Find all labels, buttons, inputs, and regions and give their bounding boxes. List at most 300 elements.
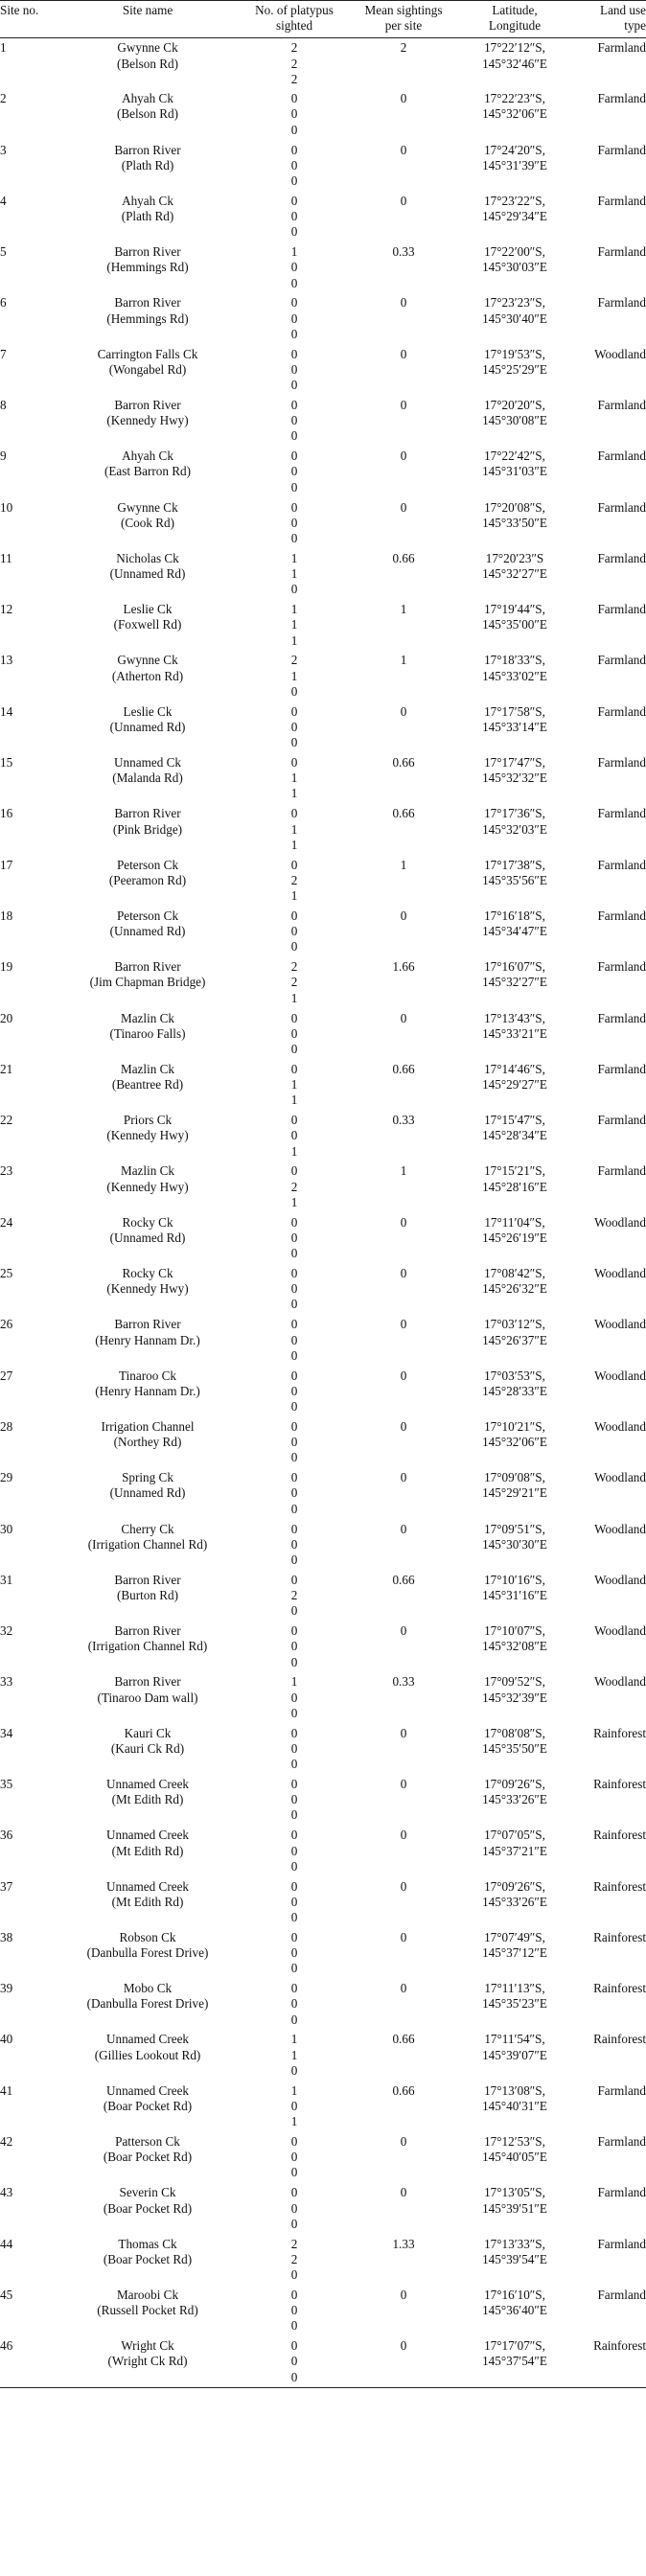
sightings-cell — [238, 2030, 351, 2081]
longitude: 145°26′19″E — [482, 1230, 547, 1245]
sightings-cell — [238, 1009, 351, 1060]
latlon-cell — [456, 498, 573, 549]
mean-cell — [351, 1520, 456, 1571]
land-use-cell — [573, 38, 646, 89]
table-row — [0, 1775, 646, 1826]
site-name-cell — [58, 1877, 238, 1928]
site-name-cell — [58, 2183, 238, 2234]
table-row — [0, 242, 646, 293]
sightings-cell — [238, 141, 351, 192]
mean-cell — [351, 192, 456, 242]
land-use: Farmland — [597, 908, 646, 923]
sighting-count: 0 — [290, 1501, 298, 1516]
land-use-cell — [573, 804, 646, 855]
sighting-count: 0 — [290, 346, 298, 361]
sighting-count: 2 — [290, 56, 298, 71]
site-road: (Kennedy Hwy) — [106, 1128, 189, 1143]
header-site-no — [0, 1, 58, 38]
sighting-count: 0 — [290, 1828, 298, 1843]
latitude: 17°15′47″S, — [484, 1113, 545, 1128]
mean-cell — [351, 702, 456, 753]
land-use-cell — [573, 1009, 646, 1060]
sighting-count: 2 — [290, 40, 298, 56]
table-row — [0, 345, 646, 396]
land-use: Farmland — [597, 857, 646, 872]
sightings-cell — [238, 89, 351, 140]
header-mean-line1: Mean sightings — [364, 3, 443, 17]
longitude: 145°31′03″E — [482, 464, 547, 479]
table-row — [0, 498, 646, 549]
sighting-count: 1 — [290, 1194, 298, 1209]
site-road: (Jim Chapman Bridge) — [89, 975, 206, 990]
sightings-cell — [238, 2286, 351, 2336]
mean-sightings: 0.66 — [392, 1572, 415, 1587]
mean-sightings: 0 — [400, 1010, 407, 1025]
mean-sightings: 0 — [400, 499, 407, 515]
sighting-count: 0 — [290, 122, 298, 137]
sighting-count: 1 — [290, 770, 298, 786]
latitude: 17°15′21″S, — [484, 1163, 545, 1179]
sighting-count: 0 — [290, 157, 298, 172]
site-road: (Plath Rd) — [121, 157, 174, 172]
latitude: 17°13′33″S, — [484, 2236, 545, 2251]
header-mean-line2: per site — [384, 18, 423, 34]
sighting-count: 2 — [290, 1588, 298, 1603]
land-use-cell — [573, 1979, 646, 2030]
site-road: (Mt Edith Rd) — [111, 1843, 184, 1858]
site-name: Irrigation Channel — [101, 1418, 195, 1434]
site-no: 28 — [0, 1418, 13, 1434]
land-use: Farmland — [597, 40, 646, 56]
longitude: 145°32′46″E — [482, 56, 547, 71]
sighting-count: 1 — [290, 2047, 298, 2062]
sighting-count: 0 — [290, 1450, 298, 1465]
sighting-count: 0 — [290, 2369, 298, 2384]
sighting-count: 0 — [290, 1246, 298, 1261]
mean-cell — [351, 1571, 456, 1622]
sighting-count: 1 — [290, 632, 298, 648]
sighting-count: 1 — [290, 550, 298, 565]
latitude: 17°11′04″S, — [484, 1214, 545, 1230]
sighting-count: 0 — [290, 2267, 298, 2283]
sighting-count: 1 — [290, 1077, 298, 1092]
table-row — [0, 1877, 646, 1928]
site-name: Peterson Ck — [116, 908, 179, 923]
latitude: 17°07′49″S, — [484, 1929, 545, 1944]
sighting-count: 2 — [290, 71, 298, 86]
sighting-count: 0 — [290, 464, 298, 479]
latitude: 17°08′42″S, — [484, 1266, 545, 1281]
site-name-cell — [58, 345, 238, 396]
mean-cell — [351, 447, 456, 497]
site-no-cell — [0, 1468, 58, 1519]
sighting-count: 1 — [290, 786, 298, 801]
mean-cell — [351, 1775, 456, 1826]
site-road: (Russell Pocket Rd) — [97, 2303, 198, 2318]
longitude: 145°36′40″E — [482, 2303, 547, 2318]
site-no: 15 — [0, 755, 13, 770]
latlon-cell — [456, 804, 573, 855]
mean-cell — [351, 651, 456, 702]
site-no-cell — [0, 549, 58, 600]
longitude: 145°40′05″E — [482, 2150, 547, 2165]
table-row — [0, 447, 646, 497]
site-no-cell — [0, 1979, 58, 2030]
table-row — [0, 2030, 646, 2081]
mean-cell — [351, 293, 456, 344]
mean-cell — [351, 89, 456, 140]
sightings-cell — [238, 702, 351, 753]
site-no-cell — [0, 498, 58, 549]
site-road: (Boar Pocket Rd) — [103, 2098, 193, 2113]
site-no-cell — [0, 2082, 58, 2132]
sighting-count: 0 — [290, 91, 298, 106]
sighting-count: 1 — [290, 668, 298, 683]
latitude: 17°24′20″S, — [484, 142, 545, 157]
sighting-count: 0 — [290, 1639, 298, 1654]
land-use-cell — [573, 345, 646, 396]
site-name-cell — [58, 1162, 238, 1212]
site-name: Unnamed Ck — [114, 755, 181, 770]
latlon-cell — [456, 293, 573, 344]
mean-sightings: 0 — [400, 346, 407, 361]
land-use: Rainforest — [593, 2338, 646, 2354]
site-name-cell — [58, 1009, 238, 1060]
sighting-count: 0 — [290, 2287, 298, 2302]
sightings-cell — [238, 549, 351, 600]
site-no: 5 — [0, 244, 7, 260]
site-name: Wright Ck — [121, 2338, 174, 2354]
site-name: Mobo Ck — [123, 1981, 173, 1996]
sightings-cell — [238, 957, 351, 1008]
site-road: (Gillies Lookout Rd) — [94, 2047, 201, 2062]
latlon-cell — [456, 2082, 573, 2132]
site-name: Barron River — [114, 295, 181, 310]
site-no: 29 — [0, 1470, 13, 1485]
longitude: 145°31′39″E — [482, 157, 547, 172]
sighting-count: 0 — [290, 1061, 298, 1076]
site-no: 2 — [0, 91, 7, 106]
latlon-cell — [456, 345, 573, 396]
latlon-cell — [456, 907, 573, 957]
site-no-cell — [0, 1571, 58, 1622]
site-name: Leslie Ck — [123, 703, 173, 719]
latitude: 17°19′44″S, — [484, 602, 545, 617]
land-use-cell — [573, 1877, 646, 1928]
latlon-cell — [456, 753, 573, 804]
longitude: 145°33′26″E — [482, 1792, 547, 1807]
mean-sightings: 1.33 — [392, 2236, 415, 2251]
site-name-cell — [58, 38, 238, 89]
land-use: Farmland — [597, 1010, 646, 1025]
sighting-count: 0 — [290, 1910, 298, 1924]
land-use-cell — [573, 141, 646, 192]
mean-cell — [351, 1877, 456, 1928]
land-use: Woodland — [594, 1418, 646, 1434]
sighting-count: 1 — [290, 1143, 298, 1159]
table-row — [0, 2183, 646, 2234]
land-use-cell — [573, 1928, 646, 1979]
sightings-cell — [238, 1060, 351, 1111]
mean-cell — [351, 2235, 456, 2286]
mean-sightings: 0.33 — [392, 244, 415, 260]
longitude: 145°30′08″E — [482, 413, 547, 428]
latitude: 17°09′26″S, — [484, 1777, 545, 1791]
table-row — [0, 957, 646, 1008]
site-no-cell — [0, 1367, 58, 1417]
table-row — [0, 1417, 646, 1468]
land-use-cell — [573, 293, 646, 344]
longitude: 145°35′23″E — [482, 1996, 547, 2012]
table-row — [0, 1213, 646, 1264]
land-use: Woodland — [594, 1214, 646, 1230]
sighting-count: 2 — [290, 2251, 298, 2266]
longitude: 145°32′08″E — [482, 1639, 547, 1654]
sightings-cell — [238, 1264, 351, 1315]
land-use: Rainforest — [593, 1777, 646, 1791]
site-no: 24 — [0, 1214, 13, 1230]
land-use-cell — [573, 1060, 646, 1111]
site-name: Maroobi Ck — [116, 2287, 179, 2302]
land-use: Farmland — [597, 397, 646, 412]
site-road: (Belson Rd) — [116, 106, 179, 122]
latlon-cell — [456, 1672, 573, 1723]
mean-sightings: 0.66 — [392, 2032, 415, 2047]
sightings-cell — [238, 1826, 351, 1876]
mean-sightings: 0 — [400, 1521, 407, 1536]
latitude: 17°17′07″S, — [484, 2338, 545, 2354]
land-use-cell — [573, 1571, 646, 1622]
sighting-count: 0 — [290, 1929, 298, 1944]
header-sighted-line1: No. of platypus — [255, 3, 334, 17]
mean-cell — [351, 1622, 456, 1672]
site-name-cell — [58, 1417, 238, 1468]
sightings-cell — [238, 192, 351, 242]
mean-sightings: 0.66 — [392, 806, 415, 821]
site-no-cell — [0, 1826, 58, 1876]
site-name: Ahyah Ck — [122, 91, 173, 106]
site-name-cell — [58, 1775, 238, 1826]
table-header — [0, 1, 646, 38]
table-row — [0, 856, 646, 907]
sighting-count: 0 — [290, 397, 298, 412]
mean-sightings: 0 — [400, 1368, 407, 1383]
site-no: 42 — [0, 2134, 13, 2150]
land-use-cell — [573, 192, 646, 242]
site-no: 14 — [0, 703, 13, 719]
sighting-count: 1 — [290, 1092, 298, 1108]
land-use-cell — [573, 1622, 646, 1672]
longitude: 145°32′39″E — [482, 1690, 547, 1705]
site-no: 17 — [0, 857, 13, 872]
site-no-cell — [0, 651, 58, 702]
land-use: Farmland — [597, 806, 646, 821]
longitude: 145°39′07″E — [482, 2047, 547, 2062]
site-name-cell — [58, 856, 238, 907]
sighting-count: 0 — [290, 1792, 298, 1807]
site-road: (Kennedy Hwy) — [106, 413, 189, 428]
mean-sightings: 0 — [400, 193, 407, 208]
longitude: 145°32′06″E — [482, 1435, 547, 1450]
site-name-cell — [58, 804, 238, 855]
mean-sightings: 0 — [400, 1725, 407, 1740]
sighting-count: 0 — [290, 1725, 298, 1740]
sighting-count: 1 — [290, 2032, 298, 2047]
sighting-count: 0 — [290, 1266, 298, 1281]
mean-cell — [351, 856, 456, 907]
mean-cell — [351, 1009, 456, 1060]
sighting-count: 0 — [290, 2216, 298, 2231]
site-road: (Danbulla Forest Drive) — [86, 1996, 209, 2012]
mean-cell — [351, 753, 456, 804]
mean-sightings: 0.66 — [392, 1061, 415, 1076]
mean-sightings: 0.66 — [392, 755, 415, 770]
site-name-cell — [58, 1672, 238, 1723]
site-no: 4 — [0, 193, 7, 208]
mean-cell — [351, 38, 456, 89]
sighting-count: 0 — [290, 275, 298, 290]
latitude: 17°22′23″S, — [484, 91, 545, 106]
land-use: Woodland — [594, 1470, 646, 1485]
table-row — [0, 1979, 646, 2030]
site-name-cell — [58, 1060, 238, 1111]
site-road: (Danbulla Forest Drive) — [86, 1945, 209, 1961]
site-name-cell — [58, 1826, 238, 1876]
table-row — [0, 38, 646, 89]
latitude: 17°19′53″S, — [484, 346, 545, 361]
header-site-no-text: Site no. — [0, 3, 39, 17]
latitude: 17°13′43″S, — [484, 1010, 545, 1025]
site-no: 36 — [0, 1828, 13, 1843]
land-use: Woodland — [594, 346, 646, 361]
latitude: 17°10′16″S, — [484, 1572, 545, 1587]
site-name-cell — [58, 907, 238, 957]
land-use: Woodland — [594, 1317, 646, 1332]
latlon-cell — [456, 1520, 573, 1571]
mean-sightings: 0 — [400, 91, 407, 106]
site-name-cell — [58, 2235, 238, 2286]
sighting-count: 0 — [290, 1418, 298, 1434]
site-name-cell — [58, 2030, 238, 2081]
latlon-cell — [456, 396, 573, 447]
site-no: 39 — [0, 1981, 13, 1996]
sighting-count: 1 — [290, 566, 298, 582]
table-row — [0, 804, 646, 855]
sightings-cell — [238, 1979, 351, 2030]
latitude: 17°13′05″S, — [484, 2185, 545, 2200]
sightings-cell — [238, 242, 351, 293]
site-name: Unnamed Creek — [105, 1878, 190, 1894]
sighting-count: 0 — [290, 582, 298, 597]
site-name-cell — [58, 1468, 238, 1519]
site-name-cell — [58, 1111, 238, 1162]
longitude: 145°26′37″E — [482, 1332, 547, 1347]
land-use: Farmland — [597, 1163, 646, 1179]
header-latlon — [456, 1, 573, 38]
land-use: Rainforest — [593, 1981, 646, 1996]
mean-cell — [351, 2183, 456, 2234]
table-row — [0, 1264, 646, 1315]
mean-cell — [351, 1417, 456, 1468]
sighting-count: 0 — [290, 142, 298, 157]
latlon-cell — [456, 702, 573, 753]
sighting-count: 0 — [290, 310, 298, 326]
longitude: 145°37′21″E — [482, 1843, 547, 1858]
sighting-count: 0 — [290, 1281, 298, 1297]
sightings-cell — [238, 1162, 351, 1212]
longitude: 145°32′06″E — [482, 106, 547, 122]
site-no: 34 — [0, 1725, 13, 1740]
site-name: Barron River — [114, 1572, 181, 1587]
land-use: Farmland — [597, 142, 646, 157]
site-road: (Unnamed Rd) — [109, 566, 186, 582]
latitude: 17°13′08″S, — [484, 2082, 545, 2098]
site-road: (Hemmings Rd) — [106, 260, 189, 275]
sightings-cell — [238, 2082, 351, 2132]
sighting-count: 0 — [290, 1536, 298, 1552]
table-row — [0, 2082, 646, 2132]
sighting-count: 0 — [290, 735, 298, 750]
mean-cell — [351, 396, 456, 447]
sighting-count: 1 — [290, 244, 298, 260]
site-name-cell — [58, 192, 238, 242]
site-name: Patterson Ck — [115, 2134, 180, 2150]
sighting-count: 0 — [290, 1945, 298, 1961]
table-row — [0, 192, 646, 242]
site-name-cell — [58, 1520, 238, 1571]
latlon-cell — [456, 1928, 573, 1979]
sighting-count: 0 — [290, 1858, 298, 1874]
sightings-cell — [238, 1315, 351, 1366]
site-name: Gwynne Ck — [117, 40, 178, 56]
sighting-count: 0 — [290, 683, 298, 699]
site-road: (Henry Hannam Dr.) — [95, 1332, 200, 1347]
table-row — [0, 2132, 646, 2183]
site-no-cell — [0, 957, 58, 1008]
site-no-cell — [0, 1622, 58, 1672]
longitude: 145°33′02″E — [482, 668, 547, 683]
mean-cell — [351, 2030, 456, 2081]
latlon-cell — [456, 1009, 573, 1060]
site-road: (Beantree Rd) — [111, 1077, 184, 1092]
site-no: 21 — [0, 1061, 13, 1076]
latlon-cell — [456, 2030, 573, 2081]
sightings-cell — [238, 804, 351, 855]
longitude: 145°30′30″E — [482, 1536, 547, 1552]
site-name: Rocky Ck — [122, 1214, 173, 1230]
site-name: Mazlin Ck — [120, 1061, 175, 1076]
land-use: Woodland — [594, 1521, 646, 1536]
mean-sightings: 0 — [400, 1317, 407, 1332]
site-name-cell — [58, 957, 238, 1008]
site-no: 8 — [0, 397, 7, 412]
sightings-cell — [238, 1213, 351, 1264]
site-road: (Peeramon Rd) — [108, 872, 187, 887]
sighting-count: 0 — [290, 1521, 298, 1536]
table-row — [0, 753, 646, 804]
site-name: Nicholas Ck — [116, 550, 179, 565]
sighting-count: 0 — [290, 1740, 298, 1756]
land-use: Farmland — [597, 2236, 646, 2251]
latitude: 17°12′53″S, — [484, 2134, 545, 2150]
table-row — [0, 600, 646, 651]
latitude: 17°23′23″S, — [484, 295, 545, 310]
longitude: 145°28′34″E — [482, 1128, 547, 1143]
site-no: 32 — [0, 1623, 13, 1639]
land-use-cell — [573, 1315, 646, 1366]
longitude: 145°32′03″E — [482, 821, 547, 837]
latlon-cell — [456, 1622, 573, 1672]
